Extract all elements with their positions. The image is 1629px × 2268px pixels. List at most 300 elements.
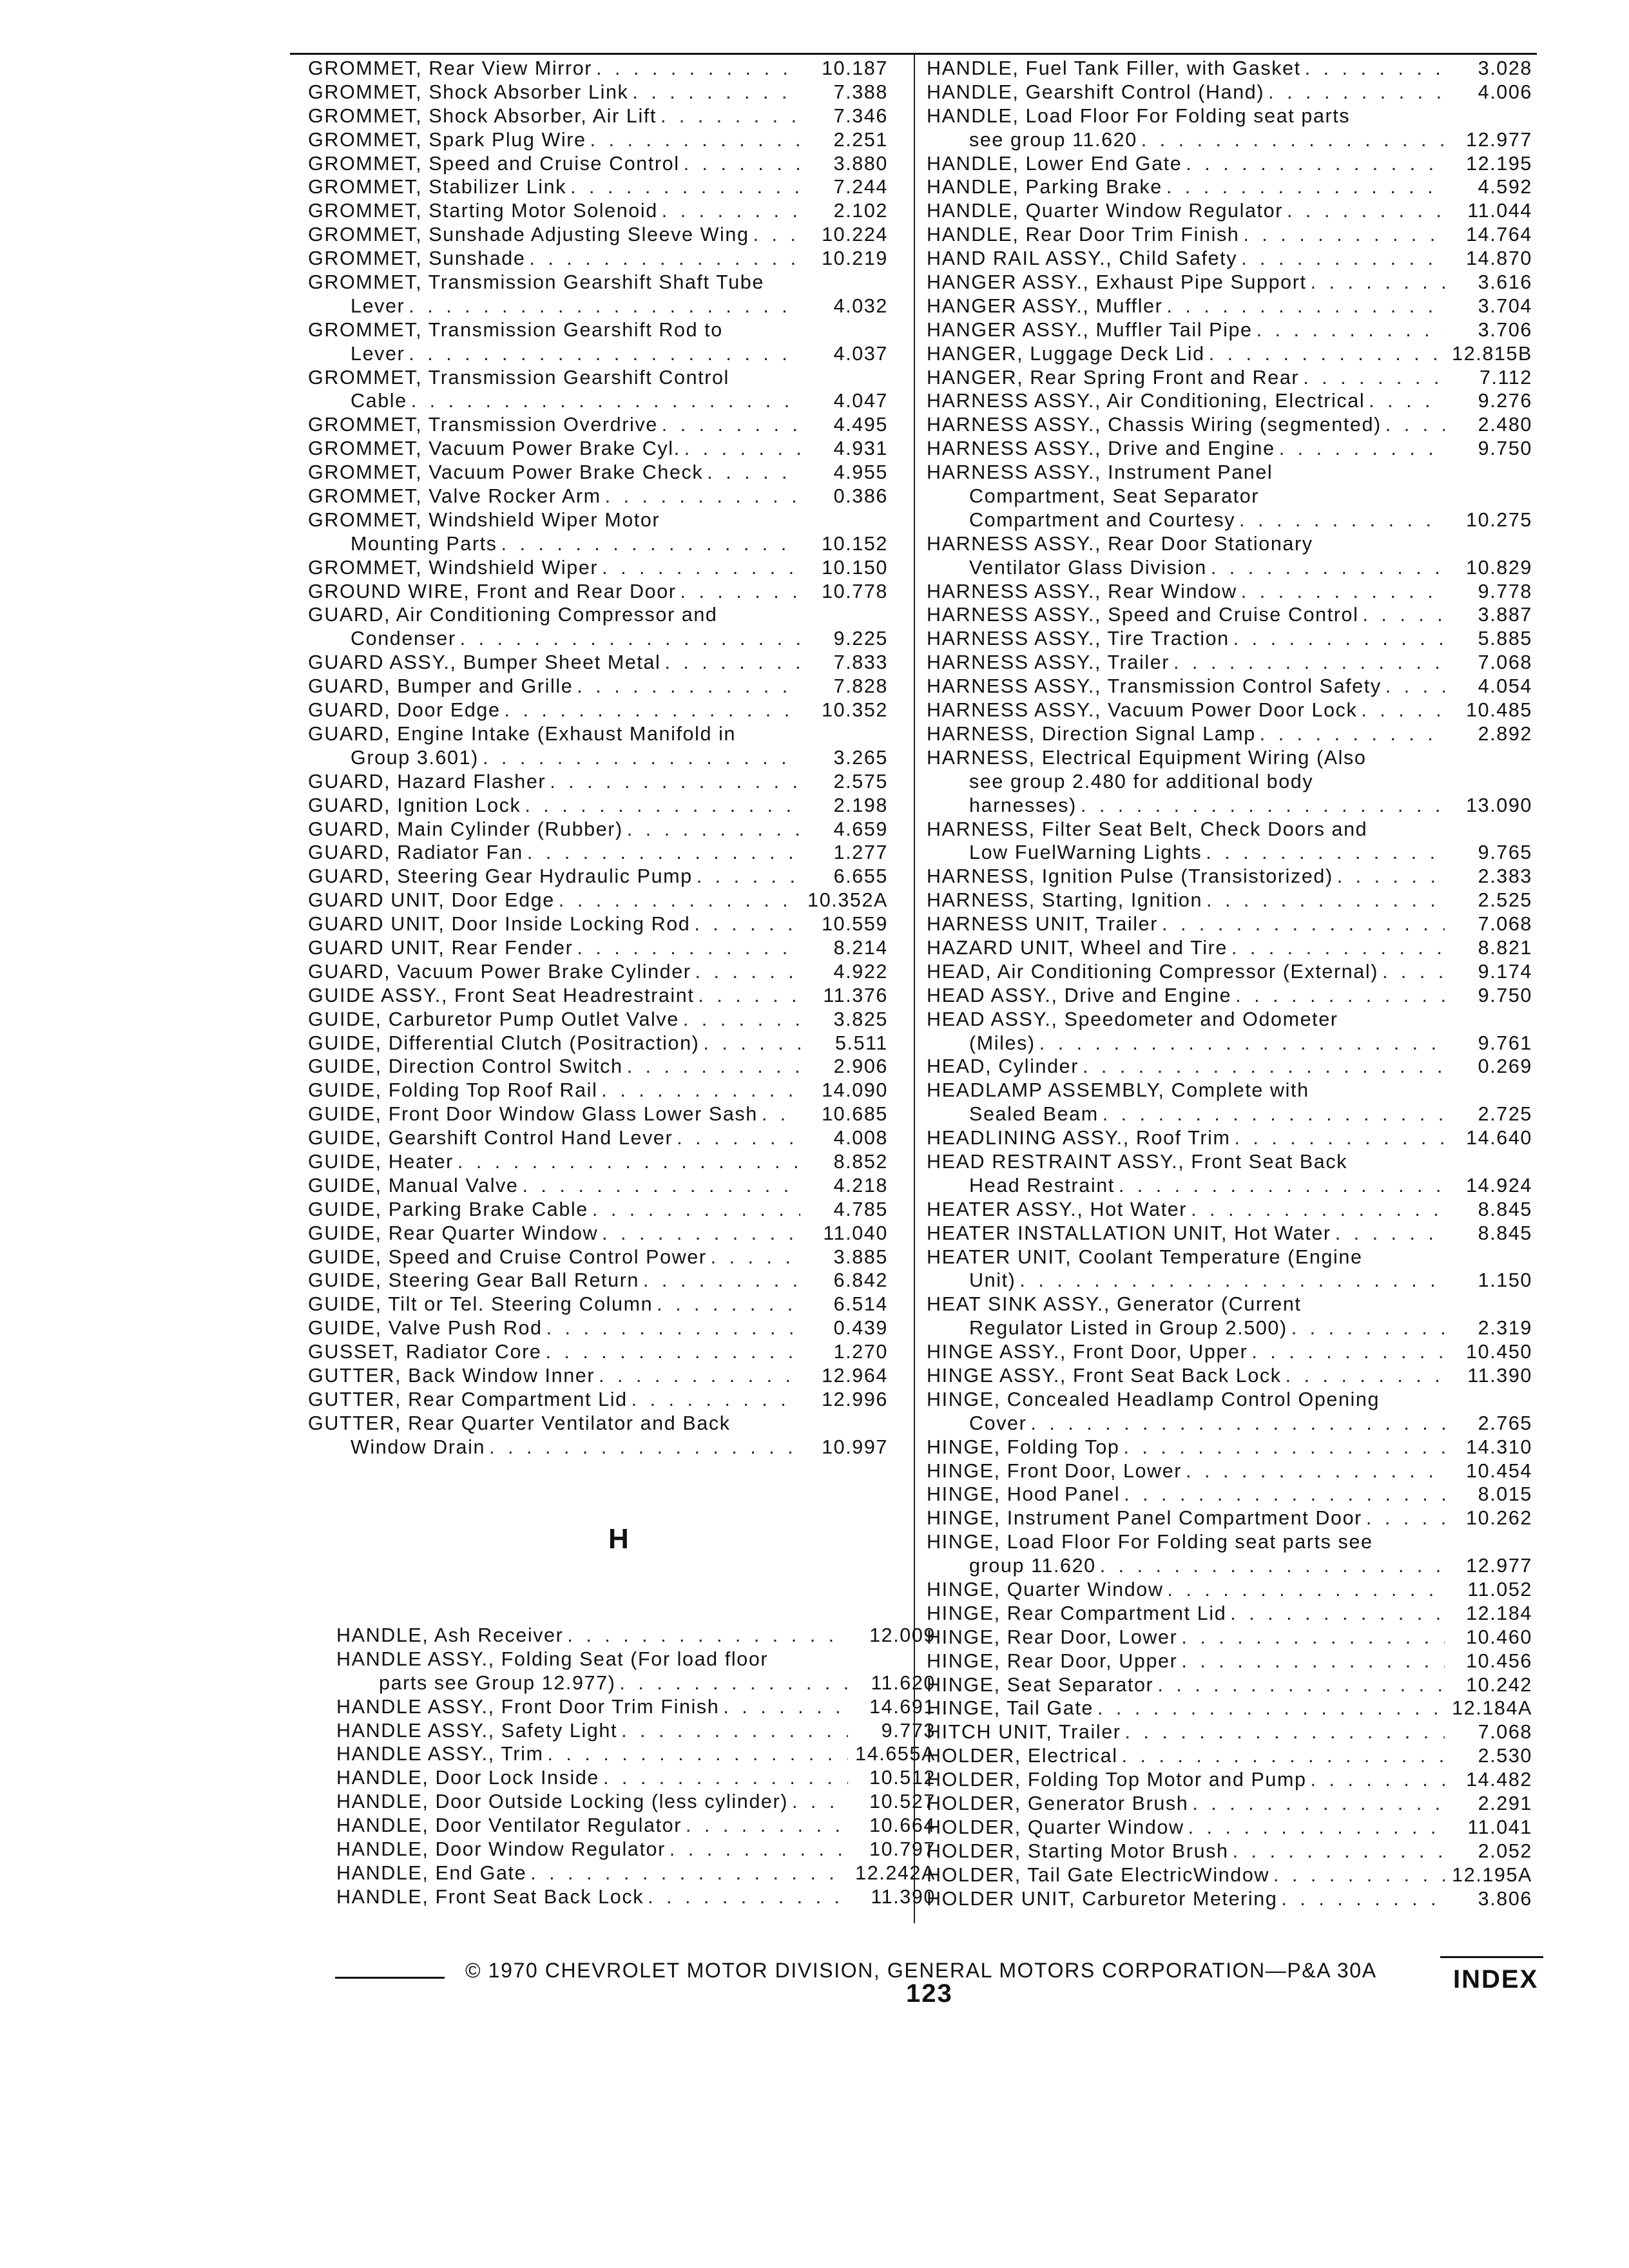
entry-line bbox=[308, 960, 888, 984]
group-number: 0.439 bbox=[833, 1317, 888, 1340]
index-entry bbox=[927, 1578, 1532, 1602]
entry-text: HOLDER UNIT, Carburetor Metering bbox=[927, 1887, 1278, 1910]
entry-text: HANDLE, Lower End Gate bbox=[927, 152, 1182, 175]
index-entry bbox=[336, 1885, 936, 1909]
group-number: 10.450 bbox=[1466, 1341, 1532, 1363]
entry-text: HINGE, Rear Door, Upper bbox=[927, 1649, 1178, 1672]
group-number: 2.102 bbox=[833, 200, 888, 222]
entry-text: HAND RAIL ASSY., Child Safety bbox=[927, 247, 1238, 270]
entry-line bbox=[927, 818, 1532, 841]
entry-line bbox=[927, 627, 1532, 651]
dot-leader bbox=[1233, 1840, 1445, 1863]
entry-line bbox=[927, 1483, 1532, 1506]
entry-text: GROMMET, Vacuum Power Brake Cyl. bbox=[308, 437, 680, 460]
dot-leader bbox=[409, 294, 800, 318]
entry-text: HANDLE ASSY., Safety Light bbox=[336, 1719, 618, 1742]
index-entry bbox=[927, 818, 1532, 865]
index-entry bbox=[308, 865, 888, 889]
index-entry bbox=[927, 651, 1532, 675]
entry-text: GUTTER, Rear Compartment Lid bbox=[308, 1388, 628, 1410]
dot-leader bbox=[1124, 1483, 1445, 1506]
group-number: 10.685 bbox=[822, 1103, 888, 1126]
entry-line bbox=[308, 1126, 888, 1150]
entry-text: HANDLE ASSY., Trim bbox=[336, 1743, 544, 1765]
entry-continuation-line bbox=[927, 128, 1532, 152]
entry-continuation-line bbox=[927, 841, 1532, 865]
dot-leader bbox=[670, 1838, 848, 1861]
entry-line bbox=[927, 1436, 1532, 1459]
group-number: 2.251 bbox=[833, 128, 888, 151]
group-number: 9.778 bbox=[1478, 580, 1532, 602]
entry-continuation-line bbox=[927, 770, 1532, 794]
dot-leader bbox=[1303, 366, 1445, 390]
index-entry bbox=[927, 1840, 1532, 1863]
entry-text: GUARD UNIT, Rear Fender bbox=[308, 936, 574, 959]
group-number: 12.977 bbox=[1466, 1555, 1532, 1577]
group-number: 9.750 bbox=[1478, 984, 1532, 1006]
dot-leader bbox=[1166, 294, 1445, 318]
entry-line bbox=[927, 1079, 1532, 1102]
page-number: 123 bbox=[906, 1979, 953, 2008]
entry-text: GROMMET, Vacuum Power Brake Check bbox=[308, 461, 704, 484]
entry-text: GROMMET, Windshield Wiper bbox=[308, 556, 599, 579]
entry-text: HANDLE, Parking Brake bbox=[927, 176, 1162, 198]
index-entry bbox=[308, 1388, 888, 1412]
entry-text: HANDLE ASSY., Folding Seat (For load floor bbox=[336, 1648, 769, 1670]
entry-line bbox=[927, 413, 1532, 437]
entry-line bbox=[927, 984, 1532, 1008]
entry-text: harnesses) bbox=[969, 794, 1077, 816]
entry-text: Mounting Parts bbox=[351, 532, 497, 555]
group-number: 9.276 bbox=[1478, 390, 1532, 412]
group-number: 11.390 bbox=[1467, 1364, 1532, 1387]
index-entry bbox=[308, 698, 888, 722]
entry-text: GUTTER, Back Window Inner bbox=[308, 1364, 595, 1387]
entry-text: Cable bbox=[351, 390, 407, 412]
entry-line bbox=[308, 770, 888, 794]
entry-text: HEAD, Air Conditioning Compressor (External) bbox=[927, 960, 1378, 983]
entry-text: HANGER ASSY., Muffler bbox=[927, 294, 1163, 317]
entry-text: HARNESS ASSY., Speed and Cruise Control bbox=[927, 604, 1359, 626]
entry-line bbox=[927, 1055, 1532, 1079]
group-number: 10.152 bbox=[822, 532, 888, 555]
dot-leader bbox=[522, 1174, 800, 1198]
group-number: 12.964 bbox=[822, 1364, 888, 1387]
dot-leader bbox=[711, 1245, 800, 1269]
entry-line bbox=[927, 1245, 1532, 1269]
entry-line bbox=[927, 199, 1532, 223]
dot-leader bbox=[643, 1269, 800, 1293]
entry-text: GROMMET, Starting Motor Solenoid bbox=[308, 200, 658, 222]
entry-text: HANDLE, Gearshift Control (Hand) bbox=[927, 81, 1265, 103]
entry-line bbox=[927, 1364, 1532, 1388]
entry-line bbox=[927, 461, 1532, 485]
dot-leader bbox=[577, 936, 800, 960]
dot-leader bbox=[550, 770, 800, 794]
entry-continuation-line bbox=[927, 485, 1532, 508]
group-number: 8.821 bbox=[1478, 936, 1532, 959]
group-number: 12.009 bbox=[869, 1624, 936, 1646]
dot-leader bbox=[1188, 1816, 1445, 1840]
entry-line bbox=[308, 1102, 888, 1126]
index-entry bbox=[927, 199, 1532, 223]
entry-text: HARNESS, Starting, Ignition bbox=[927, 889, 1203, 912]
right-column bbox=[927, 57, 1532, 1910]
dot-leader bbox=[683, 1008, 800, 1032]
index-entry bbox=[927, 1673, 1532, 1697]
index-entry bbox=[308, 841, 888, 865]
dot-leader bbox=[1100, 1554, 1445, 1578]
entry-text: HINGE, Seat Separator bbox=[927, 1673, 1154, 1696]
entry-line bbox=[308, 698, 888, 722]
entry-text: GROMMET, Shock Absorber Link bbox=[308, 81, 629, 103]
entry-line bbox=[336, 1814, 936, 1838]
index-entry bbox=[927, 461, 1532, 532]
index-entry bbox=[308, 271, 888, 318]
entry-line bbox=[927, 960, 1532, 984]
group-number: 6.842 bbox=[833, 1269, 888, 1292]
footer-rule-left bbox=[335, 1977, 445, 1979]
dot-leader bbox=[1030, 1412, 1445, 1436]
group-number: 5.885 bbox=[1478, 628, 1532, 650]
group-number: 3.265 bbox=[833, 746, 888, 769]
entry-line bbox=[927, 1863, 1532, 1887]
entry-text: GUIDE, Carburetor Pump Outlet Valve bbox=[308, 1008, 679, 1030]
entry-text: Window Drain bbox=[351, 1436, 486, 1458]
entry-line bbox=[308, 580, 888, 604]
entry-text: HEAD, Cylinder bbox=[927, 1055, 1079, 1078]
section-heading: H bbox=[608, 1523, 630, 1555]
entry-line bbox=[927, 580, 1532, 604]
index-entry bbox=[308, 1174, 888, 1198]
dot-leader bbox=[603, 1766, 848, 1790]
entry-line bbox=[336, 1766, 936, 1790]
entry-text: HARNESS ASSY., Chassis Wiring (segmented) bbox=[927, 414, 1382, 436]
group-number: 14.482 bbox=[1466, 1769, 1532, 1791]
index-entry bbox=[308, 1412, 888, 1459]
entry-text: Head Restraint bbox=[969, 1174, 1115, 1196]
group-number: 2.052 bbox=[1478, 1840, 1532, 1862]
group-number: 10.527 bbox=[869, 1791, 936, 1813]
entry-text: GROMMET, Spark Plug Wire bbox=[308, 128, 586, 151]
index-entry bbox=[308, 1150, 888, 1174]
entry-line bbox=[927, 104, 1532, 128]
entry-text: GUIDE, Valve Push Rod bbox=[308, 1317, 543, 1340]
dot-leader bbox=[1125, 1720, 1445, 1744]
group-number: 10.778 bbox=[822, 580, 888, 602]
group-number: 10.559 bbox=[822, 913, 888, 936]
group-number: 4.955 bbox=[833, 461, 888, 484]
index-entry bbox=[308, 675, 888, 698]
entry-text: Low FuelWarning Lights bbox=[969, 841, 1202, 864]
dot-leader bbox=[1268, 81, 1445, 104]
dot-leader bbox=[762, 1102, 800, 1126]
entry-line bbox=[308, 413, 888, 437]
group-number: 8.845 bbox=[1478, 1222, 1532, 1244]
entry-line bbox=[308, 437, 888, 461]
entry-continuation-line bbox=[927, 1174, 1532, 1198]
entry-text: Cover bbox=[969, 1412, 1027, 1434]
index-entry bbox=[927, 936, 1532, 960]
entry-line bbox=[308, 675, 888, 698]
entry-text: see group 2.480 for additional body bbox=[969, 770, 1314, 793]
group-number: 10.150 bbox=[822, 556, 888, 579]
entry-text: GUARD, Main Cylinder (Rubber) bbox=[308, 818, 623, 840]
entry-text: GUIDE, Differential Clutch (Positraction) bbox=[308, 1032, 700, 1054]
index-entry bbox=[308, 770, 888, 794]
index-entry bbox=[308, 247, 888, 271]
dot-leader bbox=[1206, 841, 1445, 865]
dot-leader bbox=[1168, 1578, 1445, 1602]
entry-text: GUARD, Steering Gear Hydraulic Pump bbox=[308, 865, 693, 888]
index-entry bbox=[927, 152, 1532, 176]
group-number: 2.525 bbox=[1478, 889, 1532, 912]
index-entry bbox=[308, 1008, 888, 1032]
index-entry bbox=[927, 889, 1532, 912]
entry-continuation-line bbox=[308, 294, 888, 318]
dot-leader bbox=[1157, 1673, 1445, 1697]
index-entry bbox=[308, 818, 888, 841]
dot-leader bbox=[1186, 152, 1445, 176]
entry-line bbox=[308, 1316, 888, 1340]
group-number: 10.664 bbox=[869, 1814, 936, 1837]
entry-continuation-line bbox=[308, 627, 888, 651]
index-entry bbox=[927, 175, 1532, 199]
index-entry bbox=[927, 1792, 1532, 1816]
dot-leader bbox=[1291, 1316, 1445, 1340]
entry-continuation-line bbox=[308, 746, 888, 770]
group-number: 10.275 bbox=[1466, 508, 1532, 531]
entry-text: GUIDE, Front Door Window Glass Lower Sash bbox=[308, 1103, 758, 1126]
dot-leader bbox=[1385, 675, 1445, 698]
entry-line bbox=[927, 1792, 1532, 1816]
dot-leader bbox=[686, 1814, 848, 1838]
entry-line bbox=[308, 889, 888, 912]
index-entry bbox=[927, 1436, 1532, 1459]
entry-line bbox=[308, 818, 888, 841]
entry-text: GROMMET, Sunshade bbox=[308, 247, 526, 270]
group-number: 6.514 bbox=[833, 1293, 888, 1316]
group-number: 9.773 bbox=[881, 1719, 936, 1742]
group-number: 14.870 bbox=[1466, 247, 1532, 270]
group-number: 0.269 bbox=[1478, 1055, 1532, 1078]
entry-line bbox=[927, 366, 1532, 390]
index-entry bbox=[336, 1766, 936, 1790]
entry-line bbox=[927, 1388, 1532, 1412]
index-entry bbox=[927, 1816, 1532, 1840]
dot-leader bbox=[631, 1388, 800, 1412]
entry-line bbox=[927, 1768, 1532, 1792]
index-entry bbox=[927, 1720, 1532, 1744]
dot-leader bbox=[664, 651, 800, 675]
dot-leader bbox=[1173, 651, 1445, 675]
entry-line bbox=[927, 247, 1532, 271]
dot-leader bbox=[1241, 247, 1445, 271]
dot-leader bbox=[1081, 794, 1445, 818]
entry-line bbox=[308, 912, 888, 936]
entry-text: HANDLE, Rear Door Trim Finish bbox=[927, 224, 1240, 246]
entry-line bbox=[308, 1079, 888, 1102]
index-entry bbox=[927, 865, 1532, 889]
entry-text: GROMMET, Transmission Gearshift Control bbox=[308, 366, 729, 389]
entry-text: HINGE, Rear Door, Lower bbox=[927, 1626, 1178, 1648]
group-number: 4.054 bbox=[1478, 675, 1532, 698]
entry-line bbox=[927, 1126, 1532, 1150]
entry-text: GUIDE, Folding Top Roof Rail bbox=[308, 1079, 598, 1102]
dot-leader bbox=[1039, 1032, 1445, 1055]
dot-leader bbox=[1191, 1198, 1445, 1222]
entry-text: HINGE, Folding Top bbox=[927, 1436, 1120, 1458]
group-number: 2.725 bbox=[1478, 1103, 1532, 1126]
dot-leader bbox=[1141, 128, 1445, 152]
entry-continuation-line bbox=[927, 508, 1532, 532]
group-number: 8.845 bbox=[1478, 1198, 1532, 1220]
dot-leader bbox=[567, 1624, 848, 1648]
entry-text: HOLDER, Quarter Window bbox=[927, 1816, 1184, 1838]
index-entry bbox=[927, 1126, 1532, 1150]
entry-text: GUARD, Air Conditioning Compressor and bbox=[308, 604, 718, 626]
group-number: 4.047 bbox=[833, 390, 888, 412]
entry-text: GROMMET, Rear View Mirror bbox=[308, 57, 593, 79]
dot-leader bbox=[1230, 1602, 1445, 1626]
index-entry bbox=[927, 57, 1532, 81]
dot-leader bbox=[621, 1719, 848, 1743]
entry-line bbox=[927, 1840, 1532, 1863]
entry-text: HANDLE ASSY., Front Door Trim Finish bbox=[336, 1695, 720, 1718]
entry-line bbox=[927, 1816, 1532, 1840]
group-number: 2.765 bbox=[1478, 1412, 1532, 1434]
index-entry bbox=[308, 1222, 888, 1245]
entry-line bbox=[927, 1720, 1532, 1744]
group-number: 10.352 bbox=[822, 699, 888, 722]
entry-line bbox=[336, 1624, 936, 1648]
entry-line bbox=[927, 746, 1532, 770]
index-entry bbox=[927, 1245, 1532, 1293]
index-entry bbox=[927, 1340, 1532, 1364]
dot-leader bbox=[599, 1364, 800, 1388]
entry-text: HINGE, Concealed Headlamp Control Opening bbox=[927, 1388, 1380, 1410]
index-entry bbox=[927, 1198, 1532, 1222]
index-entry bbox=[308, 152, 888, 176]
entry-line bbox=[336, 1695, 936, 1719]
entry-text: GUARD, Vacuum Power Brake Cylinder bbox=[308, 960, 691, 983]
group-number: 7.244 bbox=[833, 176, 888, 198]
dot-leader bbox=[577, 675, 800, 698]
entry-continuation-line bbox=[336, 1671, 936, 1695]
dot-leader bbox=[660, 104, 800, 128]
entry-text: Compartment and Courtesy bbox=[969, 508, 1236, 531]
entry-text: GUTTER, Rear Quarter Ventilator and Back bbox=[308, 1412, 731, 1434]
entry-line bbox=[308, 1032, 888, 1055]
dot-leader bbox=[605, 485, 800, 508]
entry-text: GROMMET, Stabilizer Link bbox=[308, 176, 567, 198]
entry-text: GROMMET, Windshield Wiper Motor bbox=[308, 508, 660, 531]
index-entry bbox=[927, 1293, 1532, 1340]
dot-leader bbox=[601, 1079, 800, 1102]
index-entry bbox=[927, 1008, 1532, 1055]
index-entry bbox=[308, 1269, 888, 1293]
index-entry bbox=[308, 223, 888, 247]
group-number: 2.530 bbox=[1478, 1745, 1532, 1767]
dot-leader bbox=[662, 199, 800, 223]
index-entry bbox=[927, 1696, 1532, 1720]
group-number: 11.040 bbox=[823, 1222, 888, 1244]
entry-line bbox=[308, 485, 888, 508]
index-entry bbox=[308, 1055, 888, 1079]
dot-leader bbox=[1162, 912, 1445, 936]
entry-continuation-line bbox=[927, 1316, 1532, 1340]
entry-line bbox=[308, 1150, 888, 1174]
left-column bbox=[308, 57, 888, 1459]
group-number: 10.219 bbox=[822, 247, 888, 270]
group-number: 10.485 bbox=[1466, 699, 1532, 722]
entry-line bbox=[308, 1055, 888, 1079]
dot-leader bbox=[1260, 722, 1445, 746]
group-number: 11.376 bbox=[823, 984, 888, 1006]
group-number: 12.195A bbox=[1452, 1863, 1532, 1886]
entry-line bbox=[927, 389, 1532, 413]
dot-leader bbox=[1361, 698, 1445, 722]
dot-leader bbox=[602, 556, 800, 580]
group-number: 12.195 bbox=[1466, 152, 1532, 175]
dot-leader bbox=[627, 818, 800, 841]
entry-text: HEADLINING ASSY., Roof Trim bbox=[927, 1127, 1231, 1149]
entry-text: HANDLE, Ash Receiver bbox=[336, 1624, 564, 1646]
entry-text: HARNESS ASSY., Trailer bbox=[927, 651, 1170, 674]
index-entry bbox=[927, 1768, 1532, 1792]
dot-leader bbox=[707, 461, 800, 485]
entry-continuation-line bbox=[308, 532, 888, 556]
index-entry bbox=[336, 1838, 936, 1861]
index-entry bbox=[927, 81, 1532, 104]
group-number: 10.797 bbox=[869, 1838, 936, 1861]
index-entry bbox=[308, 318, 888, 366]
entry-text: GUIDE, Gearshift Control Hand Lever bbox=[308, 1127, 673, 1149]
entry-text: HEAD ASSY., Drive and Engine bbox=[927, 984, 1232, 1006]
entry-line bbox=[927, 912, 1532, 936]
index-entry bbox=[927, 1483, 1532, 1506]
dot-leader bbox=[525, 794, 800, 818]
index-entry bbox=[927, 1150, 1532, 1198]
dot-leader bbox=[1181, 1649, 1445, 1673]
index-entry bbox=[308, 175, 888, 199]
group-number: 7.068 bbox=[1478, 651, 1532, 674]
dot-leader bbox=[409, 342, 800, 366]
index-entry bbox=[927, 746, 1532, 818]
entry-line bbox=[308, 199, 888, 223]
entry-text: HARNESS ASSY., Rear Window bbox=[927, 580, 1237, 602]
entry-text: Sealed Beam bbox=[969, 1103, 1099, 1126]
index-entry bbox=[927, 984, 1532, 1008]
index-entry bbox=[927, 1388, 1532, 1436]
entry-line bbox=[308, 1388, 888, 1412]
group-number: 3.028 bbox=[1478, 57, 1532, 79]
index-entry bbox=[308, 1079, 888, 1102]
entry-text: HANGER, Luggage Deck Lid bbox=[927, 342, 1205, 365]
entry-line bbox=[927, 532, 1532, 556]
entry-text: HINGE, Instrument Panel Compartment Door bbox=[927, 1507, 1362, 1530]
entry-text: Compartment, Seat Separator bbox=[969, 485, 1260, 508]
entry-text: GUARD, Door Edge bbox=[308, 699, 501, 722]
group-number: 9.750 bbox=[1478, 437, 1532, 460]
group-number: 4.008 bbox=[833, 1127, 888, 1149]
index-entry bbox=[308, 485, 888, 508]
index-entry bbox=[927, 627, 1532, 651]
group-number: 2.480 bbox=[1478, 414, 1532, 436]
group-number: 12.184 bbox=[1466, 1602, 1532, 1624]
entry-text: HARNESS, Electrical Equipment Wiring (Also bbox=[927, 746, 1367, 769]
entry-text: HARNESS ASSY., Instrument Panel bbox=[927, 461, 1273, 484]
